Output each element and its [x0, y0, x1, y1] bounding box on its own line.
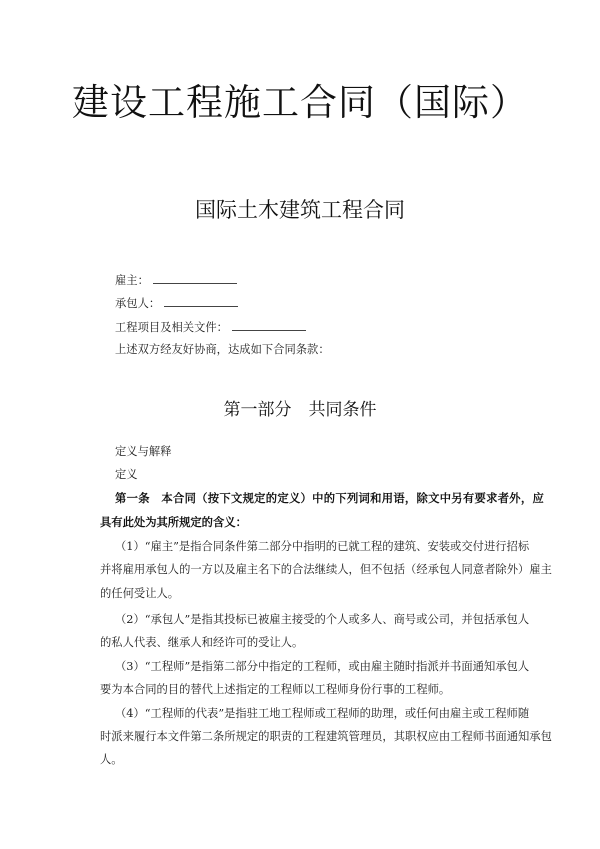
- paragraph-line: 的私人代表、继承人和经许可的受让人。: [100, 636, 304, 649]
- paragraph-line: （1）“雇主”是指合同条件第二部分中指明的已就工程的建筑、安装或交付进行招标: [115, 540, 530, 553]
- paragraph-line: 人。: [100, 753, 123, 766]
- article-1-line: 第一条 本合同（按下文规定的定义）中的下列词和用语，除文中另有要求者外，应: [115, 491, 545, 505]
- paragraph-line: （4）“工程师的代表”是指驻工地工程师或工程师的助理，或任何由雇主或工程师随: [115, 707, 530, 720]
- field-contractor: [115, 296, 238, 311]
- blank-line: [164, 296, 238, 307]
- paragraph-line: （2）“承包人”是指其投标已被雇主接受的个人或多人、商号或公司，并包括承包人: [115, 613, 530, 626]
- paragraph-line: 要为本合同的目的替代上述指定的工程师以工程师身份行事的工程师。: [100, 683, 451, 696]
- intro-text: 上述双方经友好协商，达成如下合同条款：: [115, 343, 330, 356]
- paragraph-line: 时派来履行本文件第二条所规定的职责的工程建筑管理员，其职权应由工程师书面通知承包: [100, 730, 552, 743]
- article-1-line: 具有此处为其所规定的含义：: [100, 515, 247, 529]
- paragraph-line: （3）“工程师”是指第二部分中指定的工程师，或由雇主随时指派并书面通知承包人: [115, 660, 530, 673]
- field-employer: [115, 273, 237, 288]
- field-label: 工程项目及相关文件：: [115, 321, 228, 334]
- paragraph-line: 并将雇用承包人的一方以及雇主名下的合法继续人，但不包括（经承包人同意者除外）雇主: [100, 563, 552, 576]
- document-title: 建设工程施工合同（国际）: [72, 81, 528, 124]
- field-label: 雇主：: [115, 274, 149, 287]
- document-subtitle: 国际土木建筑工程合同: [195, 198, 405, 222]
- blank-line: [153, 273, 237, 284]
- section-heading: 定义与解释: [115, 445, 172, 458]
- blank-line: [232, 320, 306, 331]
- part-heading: 第一部分 共同条件: [223, 400, 377, 420]
- paragraph-line: 的任何受让人。: [100, 587, 180, 600]
- subsection-heading: 定义: [115, 468, 138, 481]
- field-project: [115, 320, 306, 335]
- field-label: 承包人：: [115, 297, 161, 310]
